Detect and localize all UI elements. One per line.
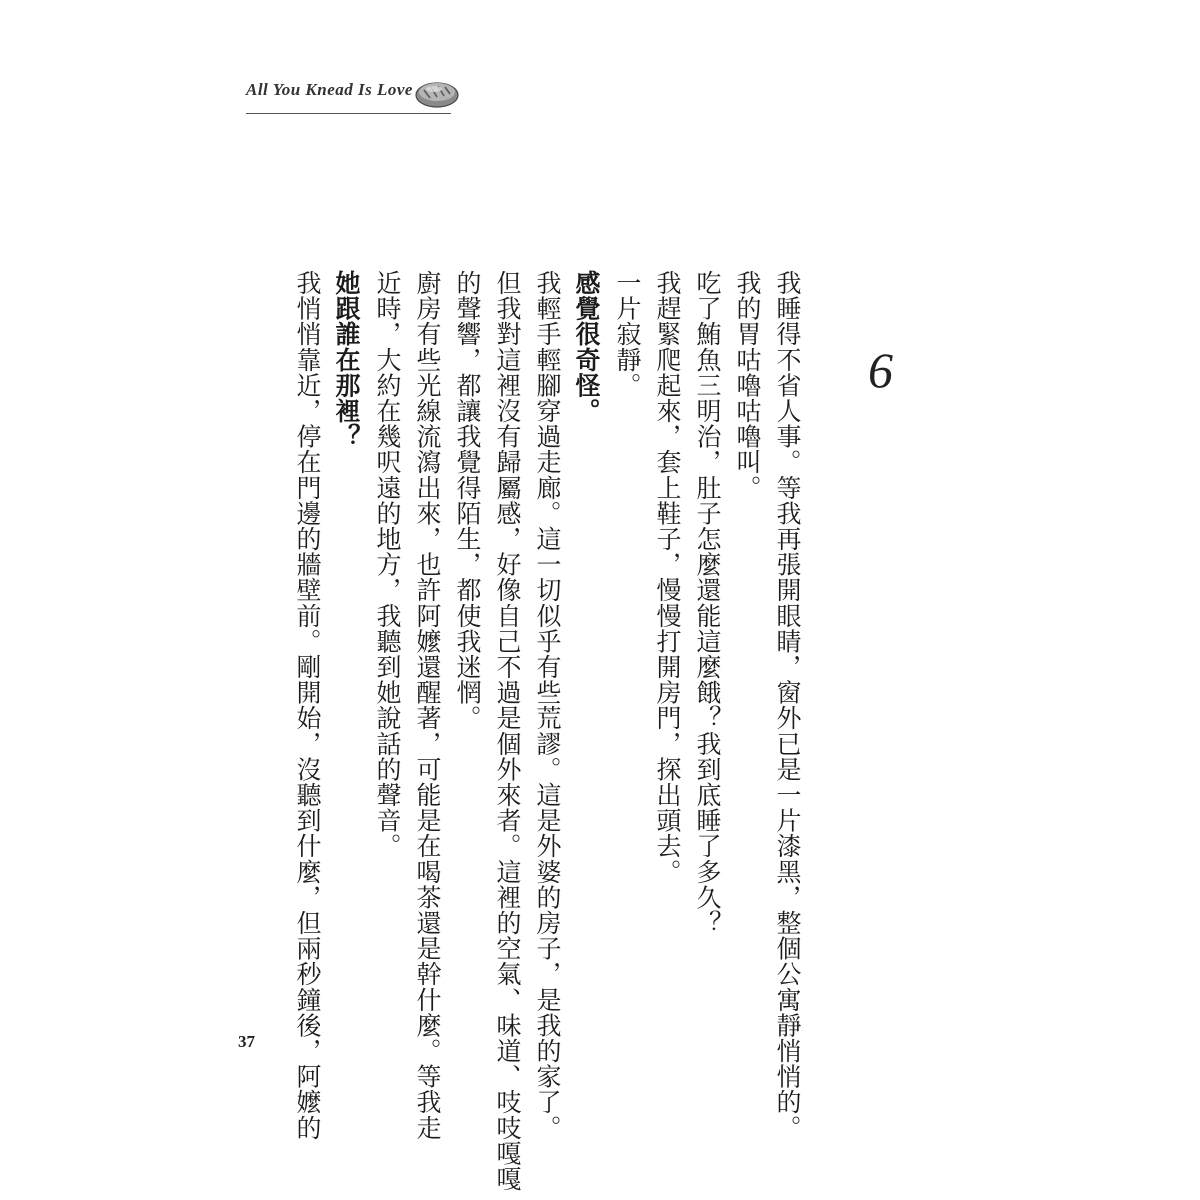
text-column-emphasis: 感覺很奇怪。 bbox=[572, 270, 601, 424]
book-title: All You Knead Is Love bbox=[246, 80, 413, 99]
text-column: 但我對這裡沒有歸屬感，好像自己不過是個外來者。這裡的空氣、味道、吱吱嘎嘎 bbox=[493, 270, 522, 1192]
text-column: 近時，大約在幾呎遠的地方，我聽到她說話的聲音。 bbox=[373, 270, 402, 859]
text-column: 的聲響，都讓我覺得陌生，都使我迷惘。 bbox=[453, 270, 482, 731]
text-column: 廚房有些光線流瀉出來，也許阿嬤還醒著，可能是在喝茶還是幹什麼。等我走 bbox=[413, 270, 442, 1141]
text-column: 我睡得不省人事。等我再張開眼睛，窗外已是一片漆黑，整個公寓靜悄悄的。 bbox=[773, 270, 802, 1141]
text-column: 吃了鮪魚三明治，肚子怎麼還能這麼餓？我到底睡了多久？ bbox=[693, 270, 722, 936]
header-rule bbox=[246, 113, 451, 114]
text-column-emphasis: 她跟誰在那裡？ bbox=[332, 270, 361, 450]
body-text bbox=[0, 270, 1200, 1192]
text-column: 我趕緊爬起來，套上鞋子，慢慢打開房門，探出頭去。 bbox=[653, 270, 682, 885]
running-header bbox=[246, 68, 466, 120]
page-number: 37 bbox=[238, 1032, 255, 1051]
chapter-number: 6 bbox=[868, 342, 893, 398]
text-column: 一片寂靜。 bbox=[613, 270, 642, 398]
text-column: 我輕手輕腳穿過走廊。這一切似乎有些荒謬。這是外婆的房子，是我的家了。 bbox=[533, 270, 562, 1141]
text-column: 我的胃咕嚕咕嚕叫。 bbox=[733, 270, 762, 501]
text-column: 我悄悄靠近，停在門邊的牆壁前。剛開始，沒聽到什麼，但兩秒鐘後，阿嬤的 bbox=[293, 270, 322, 1141]
bread-icon bbox=[414, 78, 460, 108]
